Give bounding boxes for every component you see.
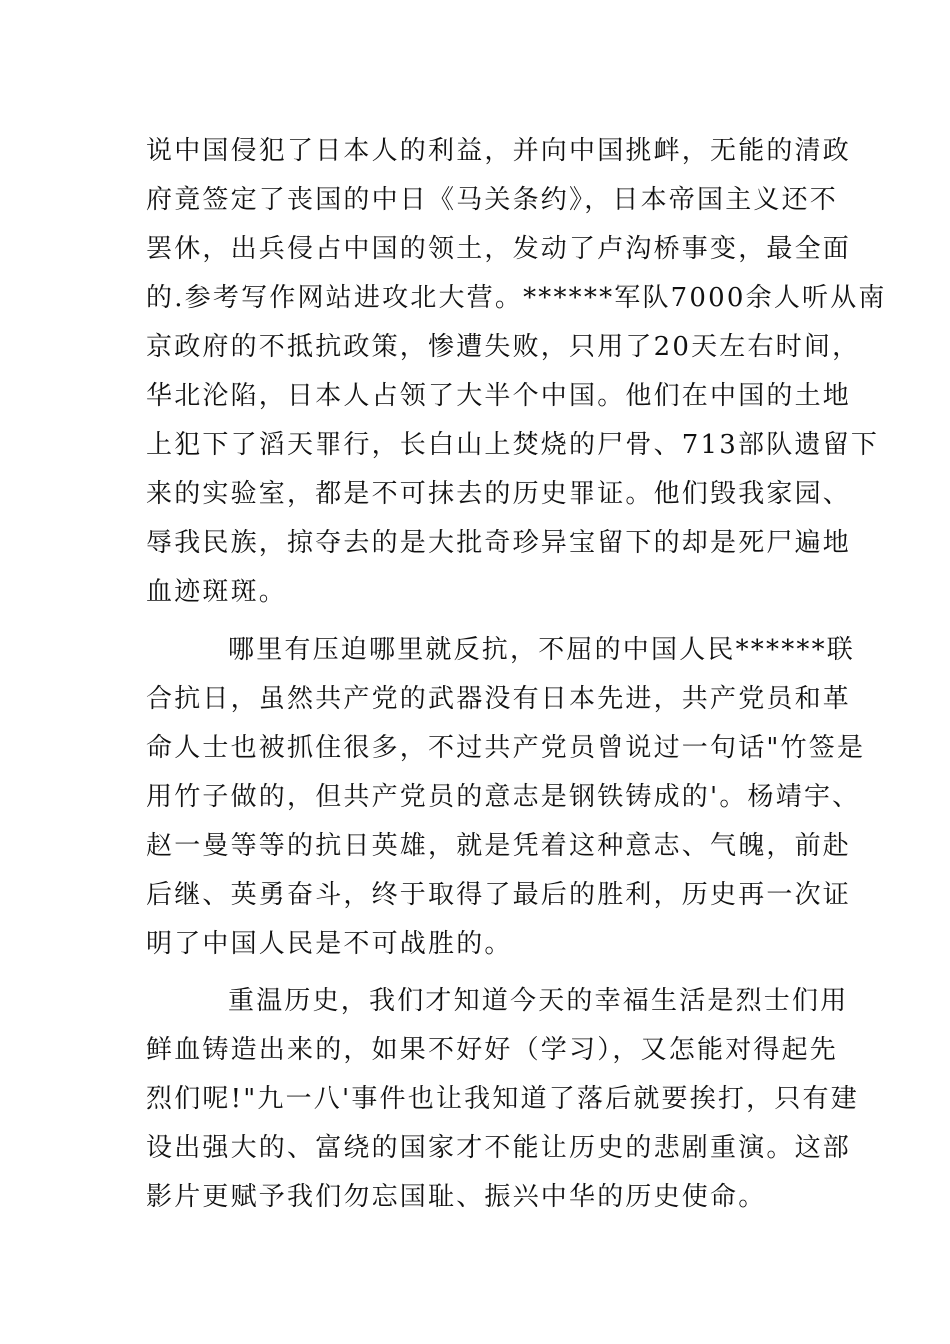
paragraph-3-line-1: 重温历史，我们才知道今天的幸福生活是烈士们用 xyxy=(228,986,849,1016)
paragraph-1-line-10: 血迹斑斑。 xyxy=(146,577,288,607)
paragraph-2-line-4: 用竹子做的，但共产党员的意志是钢铁铸成的'。杨靖宇、 xyxy=(146,782,861,812)
paragraph-2-line-1: 哪里有压迫哪里就反抗，不屈的中国人民******联 xyxy=(228,635,856,665)
paragraph-1-line-7: 上犯下了滔天罪行，长白山上焚烧的尸骨、713部队遗留下 xyxy=(146,430,880,460)
paragraph-1-line-4: 的.参考写作网站进攻北大营。******军队7000余人听从南 xyxy=(146,283,887,313)
paragraph-2-line-2: 合抗日，虽然共产党的武器没有日本先进，共产党员和革 xyxy=(146,684,852,714)
paragraph-2-line-3: 命人士也被抓住很多，不过共产党员曾说过一句话"竹签是 xyxy=(146,733,866,763)
paragraph-3-line-5: 影片更赋予我们勿忘国耻、振兴中华的历史使命。 xyxy=(146,1182,767,1212)
paragraph-1-line-6: 华北沦陷，日本人占领了大半个中国。他们在中国的土地 xyxy=(146,381,852,411)
paragraph-2-line-5: 赵一曼等等的抗日英雄，就是凭着这种意志、气魄，前赴 xyxy=(146,831,852,861)
paragraph-1-line-5: 京政府的不抵抗政策，惨遭失败，只用了20天左右时间， xyxy=(146,332,861,362)
paragraph-1-line-2: 府竟签定了丧国的中日《马关条约》，日本帝国主义还不 xyxy=(146,185,839,215)
paragraph-1-line-9: 辱我民族，掠夺去的是大批奇珍异宝留下的却是死尸遍地 xyxy=(146,528,852,558)
paragraph-2-line-6: 后继、英勇奋斗，终于取得了最后的胜利，历史再一次证 xyxy=(146,880,852,910)
paragraph-2-line-7: 明了中国人民是不可战胜的。 xyxy=(146,929,513,959)
paragraph-1-line-8: 来的实验室，都是不可抹去的历史罪证。他们毁我家园、 xyxy=(146,479,852,509)
paragraph-1-line-1: 说中国侵犯了日本人的利益，并向中国挑衅，无能的清政 xyxy=(146,136,852,166)
paragraph-1-line-3: 罢休，出兵侵占中国的领土，发动了卢沟桥事变，最全面 xyxy=(146,234,852,264)
paragraph-3-line-2: 鲜血铸造出来的，如果不好好（学习），又怎能对得起先 xyxy=(146,1035,839,1065)
paragraph-3-line-4: 设出强大的、富绕的国家才不能让历史的悲剧重演。这部 xyxy=(146,1133,852,1163)
paragraph-3-line-3: 烈们呢!"九一八'事件也让我知道了落后就要挨打，只有建 xyxy=(146,1084,859,1114)
